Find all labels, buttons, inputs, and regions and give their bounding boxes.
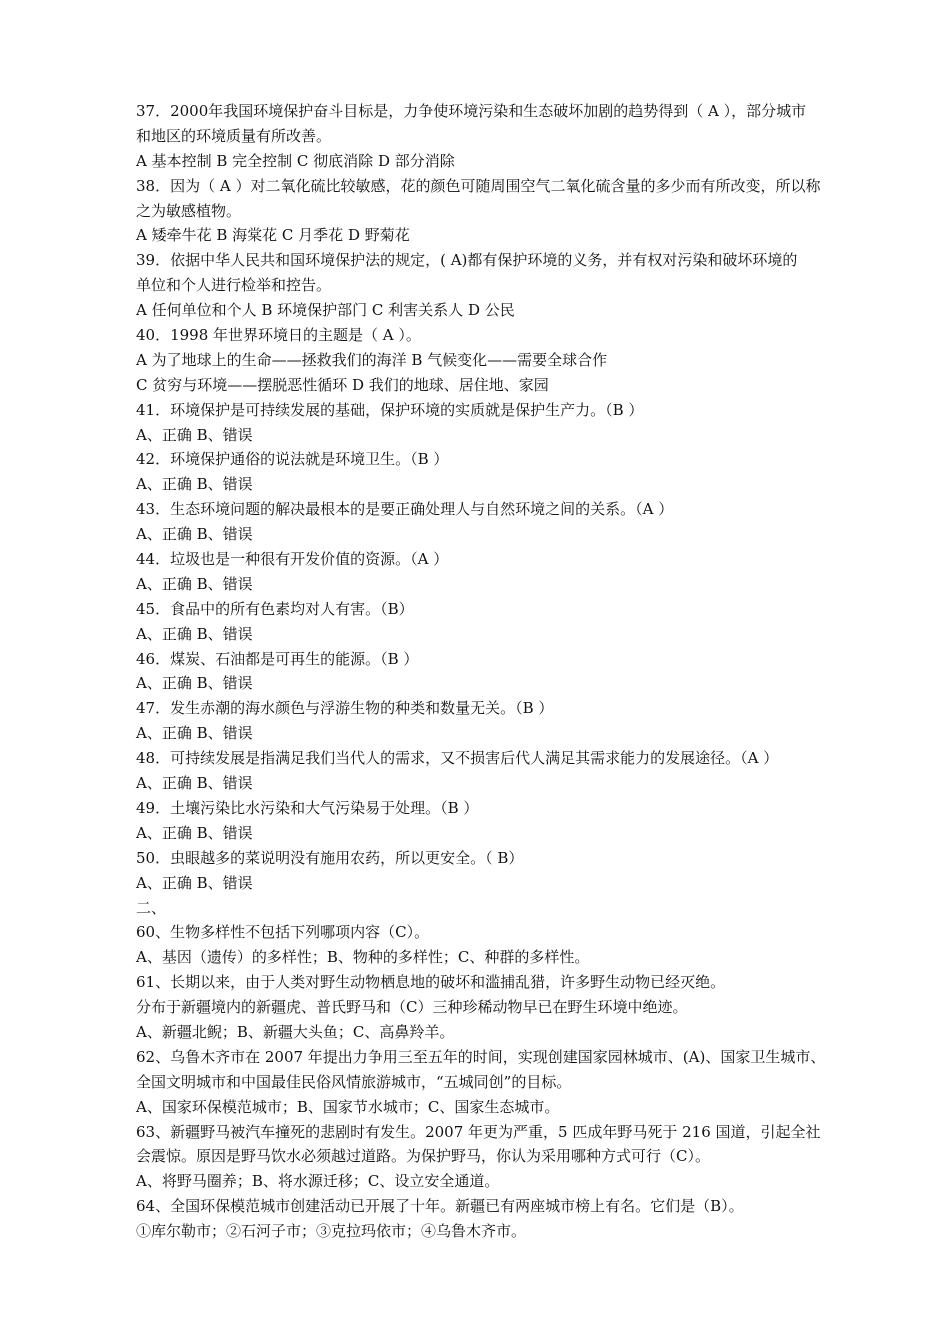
text-line: A、基因（遗传）的多样性；B、物种的多样性；C、种群的多样性。: [136, 948, 590, 967]
text-line: 50．虫眼越多的菜说明没有施用农药，所以更安全。（ B）: [136, 848, 524, 867]
text-line: 60、生物多样性不包括下列哪项内容（C）。: [136, 923, 430, 942]
text-line: A 为了地球上的生命——拯救我们的海洋 B 气候变化——需要全球合作: [136, 350, 608, 369]
text-line: 64、全国环保模范城市创建活动已开展了十年。新疆已有两座城市榜上有名。它们是（B）。: [136, 1197, 744, 1216]
text-line: A、国家环保模范城市；B、国家节水城市；C、国家生态城市。: [136, 1097, 560, 1116]
text-line: A、正确 B、错误: [136, 774, 253, 793]
text-line: 63、新疆野马被汽车撞死的悲剧时有发生。2007 年更为严重，5 匹成年野马死于 216 国道，引起全社: [136, 1122, 821, 1141]
text-line: A 任何单位和个人 B 环境保护部门 C 利害关系人 D 公民: [136, 301, 515, 320]
text-line: [136, 1244, 866, 1269]
text-line: 48．可持续发展是指满足我们当代人的需求，又不损害后代人满足其需求能力的发展途径。（A ）: [136, 749, 779, 768]
text-line: A、正确 B、错误: [136, 624, 253, 643]
text-line: 39．依据中华人民共和国环境保护法的规定，( A)都有保护环境的义务，并有权对污染和破坏环境的: [136, 251, 798, 270]
text-line: A、正确 B、错误: [136, 674, 253, 693]
document-page: [136, 99, 866, 1269]
text-line: 42．环境保护通俗的说法就是环境卫生。（B ）: [136, 450, 449, 469]
text-line: 46．煤炭、石油都是可再生的能源。（B ）: [136, 649, 419, 668]
text-line: 之为敏感植物。: [136, 201, 242, 220]
text-line: 44．垃圾也是一种很有开发价值的资源。（A ）: [136, 550, 449, 569]
text-line: 41．环境保护是可持续发展的基础，保护环境的实质就是保护生产力。（B ）: [136, 400, 644, 419]
text-line: 45．食品中的所有色素均对人有害。（B）: [136, 599, 414, 618]
text-line: 全国文明城市和中国最佳民俗风情旅游城市，“五城同创”的目标。: [136, 1072, 572, 1091]
text-line: 62、乌鲁木齐市在 2007 年提出力争用三至五年的时间，实现创建国家园林城市、(A)、国家卫生城市、: [136, 1047, 826, 1066]
text-line: A、正确 B、错误: [136, 823, 253, 842]
text-line: 会震惊。原因是野马饮水必须越过道路。为保护野马，你认为采用哪种方式可行（C）。: [136, 1147, 710, 1166]
text-line: 二、: [136, 898, 167, 917]
text-line: ①库尔勒市；②石河子市；③克拉玛依市；④乌鲁木齐市。: [136, 1222, 527, 1241]
text-line: 38．因为（ A ）对二氧化硫比较敏感，花的颜色可随周围空气二氧化硫含量的多少而有所改变，所以称: [136, 176, 821, 195]
text-line: 37．2000年我国环境保护奋斗目标是，力争使环境污染和生态破坏加剧的趋势得到（ A ），部分城市: [136, 102, 807, 120]
text-line: A、正确 B、错误: [136, 475, 253, 494]
text-line: A 矮牵牛花 B 海棠花 C 月季花 D 野菊花: [136, 226, 410, 245]
text-line: A、正确 B、错误: [136, 873, 253, 892]
text-line: 单位和个人进行检举和控告。: [136, 276, 332, 295]
text-line: A、正确 B、错误: [136, 425, 253, 444]
text-line: C 贫穷与环境——摆脱恶性循环 D 我们的地球、居住地、家园: [136, 375, 549, 394]
text-line: 61、长期以来，由于人类对野生动物栖息地的破坏和滥捕乱猎，许多野生动物已经灭绝。: [136, 973, 726, 992]
text-line: 和地区的环境质量有所改善。: [136, 126, 332, 145]
text-line: A、正确 B、错误: [136, 574, 253, 593]
text-line: 43．生态环境问题的解决最根本的是要正确处理人与自然环境之间的关系。（A ）: [136, 500, 674, 519]
text-line: A、正确 B、错误: [136, 724, 253, 743]
text-line: A、新疆北鲵；B、新疆大头鱼；C、高鼻羚羊。: [136, 1022, 455, 1041]
text-line: A 基本控制 B 完全控制 C 彻底消除 D 部分消除: [136, 151, 455, 170]
text-line: 47．发生赤潮的海水颜色与浮游生物的种类和数量无关。（B ）: [136, 699, 554, 718]
text-line: A、将野马圈养；B、将水源迁移；C、设立安全通道。: [136, 1172, 500, 1191]
text-line: 49．土壤污染比水污染和大气污染易于处理。（B ）: [136, 798, 479, 817]
text-line: 40．1998 年世界环境日的主题是（ A ）。: [136, 326, 421, 345]
text-line: 分布于新疆境内的新疆虎、普氏野马和（C）三种珍稀动物早已在野生环境中绝迹。: [136, 998, 688, 1017]
text-line: A、正确 B、错误: [136, 525, 253, 544]
